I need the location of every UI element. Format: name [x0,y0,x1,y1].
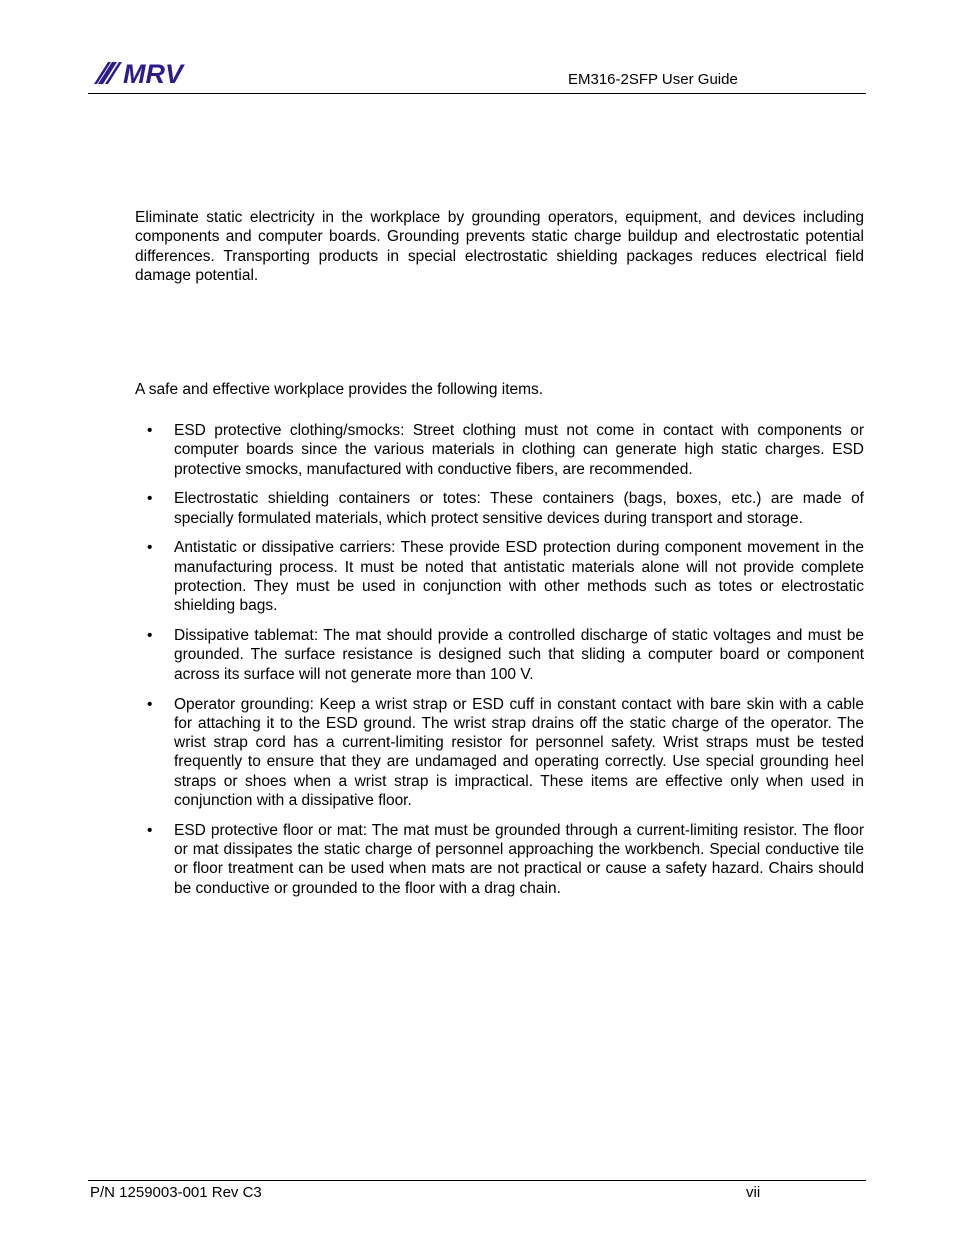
logo-text: MRV [123,59,183,86]
bullet-icon: • [147,539,153,557]
list-item [147,489,864,528]
bullet-icon: • [147,490,153,508]
list-item [147,421,864,479]
list-item-text: ESD protective clothing/smocks: Street clothing must not come in contact with components or computer boards since the various materials in clothing can generate high static charges. ESD protective smocks, manufactured with conductive fibers, are recommended. [174,422,864,478]
list-item-text: ESD protective floor or mat: The mat must be grounded through a current-limiting resistor. The floor or mat dissipates the static charge of personnel approaching the workbench. Special conductive tile or floor treatment can be used when mats are not practical or cause a safety hazard. Chairs should be conductive or grounded to the floor with a drag chain. [174,821,864,897]
bullet-icon: • [147,627,153,645]
workplace-paragraph: A safe and effective workplace provides the following items. [135,381,544,398]
mrv-logo [94,58,214,86]
footer-rule [88,1180,866,1181]
bullet-icon: • [147,422,153,439]
bullet-icon: • [147,695,153,713]
header-title: EM316-2SFP User Guide [568,71,738,88]
list-item-text: Operator grounding: Keep a wrist strap or ESD cuff in constant contact with bare skin with a cable for attaching it to the ESD ground. The wrist strap drains off the static charge of the operator. The wrist strap cord has a current-limiting resistor for personnel safety. Wrist straps must be tested frequently to ensure that they are undamaged and operating correctly. Use special grounding heel straps or shoes when a wrist strap is impractical. These items are effective only when used in conjunction with a dissipative floor. [174,695,864,810]
list-item [147,626,864,684]
workplace-items-list [147,421,864,909]
list-item-text: Antistatic or dissipative carriers: These provide ESD protection during component movement in the manufacturing process. It must be noted that antistatic materials alone will not provide complete protection. They must be used in conjunction with other methods such as totes or electrostatic shielding bags. [174,539,864,615]
page-number: vii [746,1184,761,1201]
list-item [147,695,864,811]
bullet-icon: • [147,821,153,839]
intro-paragraph: Eliminate static electricity in the workplace by grounding operators, equipment, and devices including components and computer boards. Grounding prevents static charge buildup and electrostatic potential differences. Transporting products in special electrostatic shielding packages reduces electrical field damage potential. [135,209,864,284]
list-item [147,821,864,898]
list-item-text: Electrostatic shielding containers or totes: These containers (bags, boxes, etc.) are made of specially formulated materials, which protect sensitive devices during transport and storage. [174,490,864,527]
list-item [147,538,864,615]
header-rule [88,93,866,94]
list-item-text: Dissipative tablemat: The mat should provide a controlled discharge of static voltages and must be grounded. The surface resistance is designed such that sliding a computer board or component across its surface will not generate more than 100 V. [174,627,864,683]
part-number: P/N 1259003-001 Rev C3 [90,1184,262,1201]
